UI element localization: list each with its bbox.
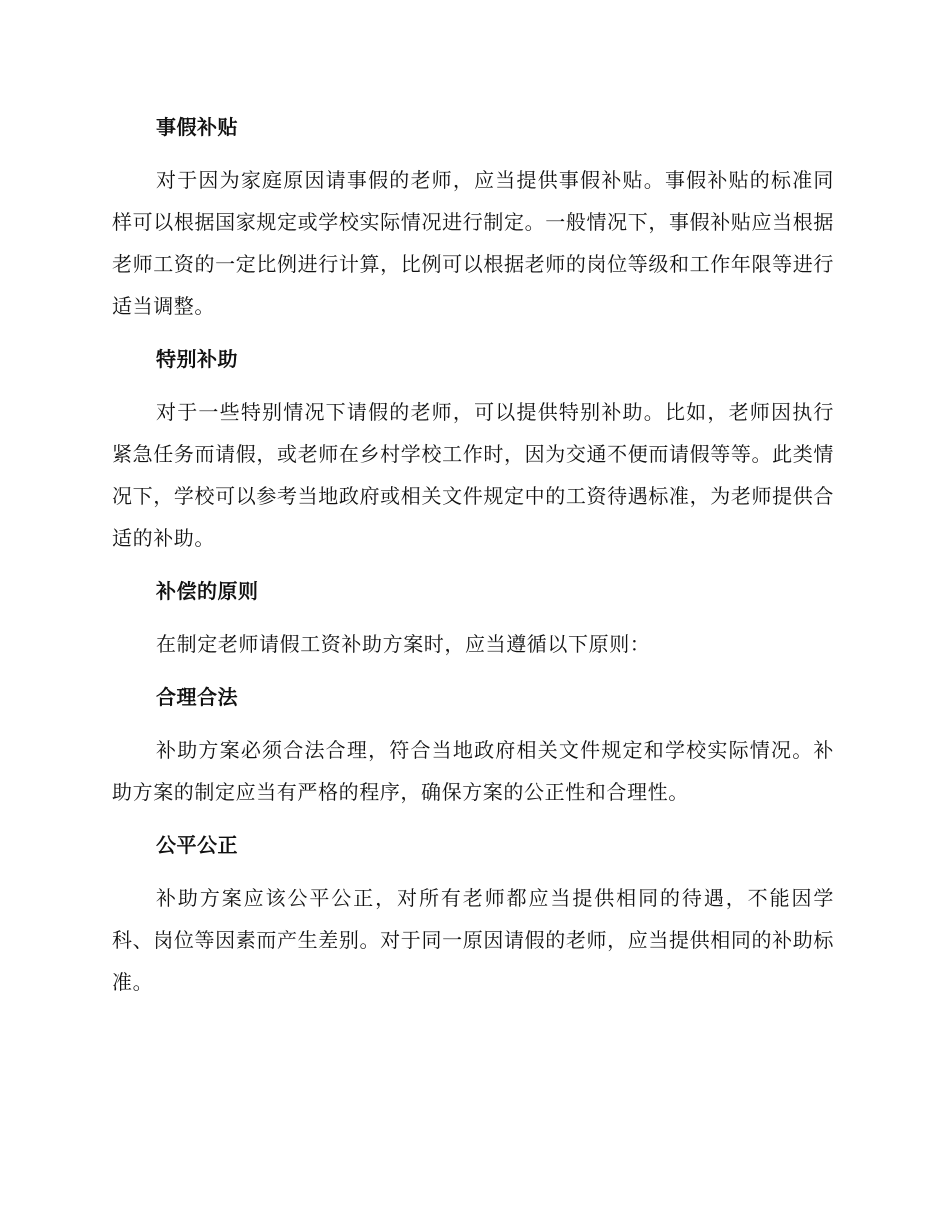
section-heading-special-subsidy: 特别补助: [156, 347, 238, 371]
section-paragraph-lawful: 补助方案必须合法合理，符合当地政府相关文件规定和学校实际情况。补助方案的制定应当有严格的程序，确保方案的公正性和合理性。: [112, 738, 834, 804]
section-heading-principles: 补偿的原则: [156, 579, 259, 603]
section-paragraph-personal-leave: 对于因为家庭原因请事假的老师，应当提供事假补贴。事假补贴的标准同样可以根据国家规定或学校实际情况进行制定。一般情况下，事假补贴应当根据老师工资的一定比例进行计算，比例可以根据老师的岗位等级和工作年限等进行适当调整。: [112, 168, 834, 318]
section-heading-lawful: 合理合法: [156, 685, 238, 709]
section-paragraph-principles: 在制定老师请假工资补助方案时，应当遵循以下原则：: [156, 632, 651, 656]
section-heading-personal-leave: 事假补贴: [156, 115, 238, 139]
document-page: [112, 107, 834, 1015]
section-heading-fairness: 公平公正: [156, 833, 238, 857]
section-paragraph-special-subsidy: 对于一些特别情况下请假的老师，可以提供特别补助。比如，老师因执行紧急任务而请假，或老师在乡村学校工作时，因为交通不便而请假等等。此类情况下，学校可以参考当地政府或相关文件规定中的工资待遇标准，为老师提供合适的补助。: [112, 400, 834, 550]
section-paragraph-fairness: 补助方案应该公平公正，对所有老师都应当提供相同的待遇，不能因学科、岗位等因素而产生差别。对于同一原因请假的老师，应当提供相同的补助标准。: [112, 886, 834, 994]
